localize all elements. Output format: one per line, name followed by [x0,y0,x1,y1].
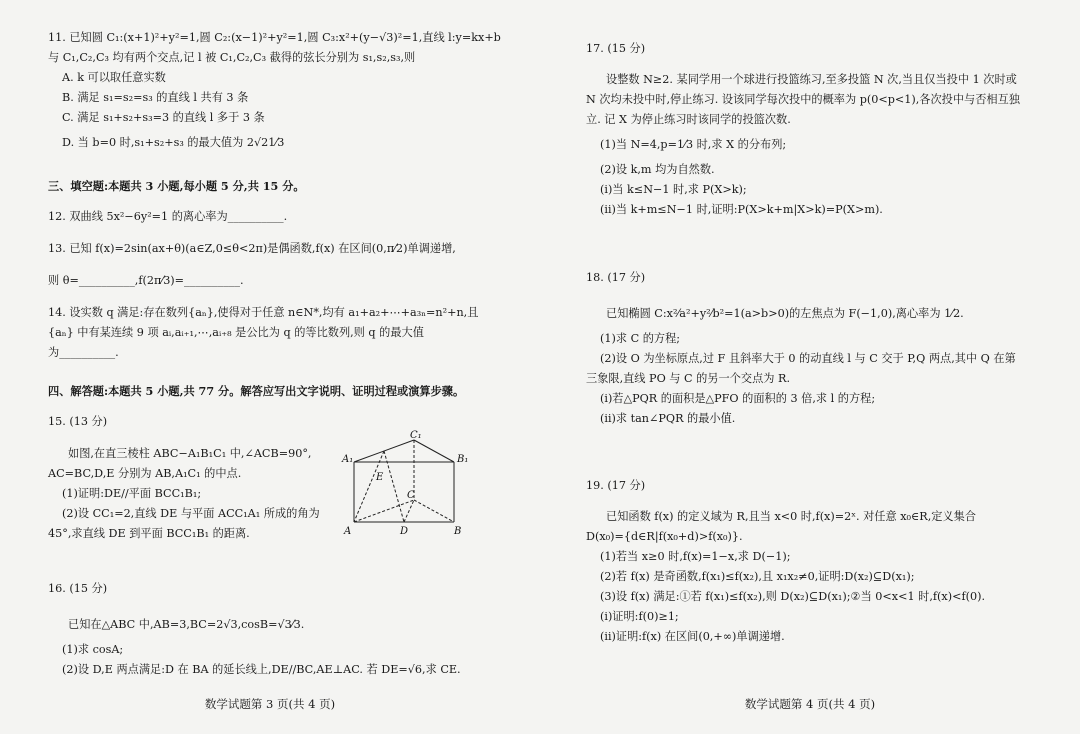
q14-line-3: 为__________. [48,346,119,360]
question-17 [586,39,1040,220]
q19-part-1: (1)若当 x≥0 时,f(x)=1−x,求 D(−1); [600,550,791,564]
q18-sub-1: (ⅰ)若△PQR 的面积是△PFO 的面积的 3 倍,求 l 的方程; [600,391,876,405]
q17-sub-1: (ⅰ)当 k≤N−1 时,求 P(X>k); [600,183,747,197]
q19-heading: 19. (17 分) [586,478,646,492]
question-12: 12. 双曲线 5x²−6y²=1 的离心率为__________. [48,210,288,224]
q14-line-1: 14. 设实数 q 满足:存在数列{aₙ},使得对于任意 n∈N*,均有 a₁+a₂+⋯+a₃ₙ=n²+n,且 [48,306,479,320]
question-15 [48,412,518,543]
q11-stem-2: 与 C₁,C₂,C₃ 均有两个交点,记 l 被 C₁,C₂,C₃ 截得的弦长分别为 s₁,s₂,s₃,则 [48,51,416,64]
question-18 [586,268,1040,429]
q19-part-2: (2)若 f(x) 是奇函数,f(x₁)≤f(x₂),且 x₁x₂≠0,证明:D(x₂)⊆D(x₁); [600,570,915,584]
question-11 [48,28,518,158]
q17-part-2: (2)设 k,m 均为自然数. [600,163,715,177]
q19-sub-2: (ⅱ)证明:f(x) 在区间(0,+∞)单调递增. [600,630,785,644]
label-d: D [400,526,409,538]
section-3-heading: 三、填空题:本题共 3 小题,每小题 5 分,共 15 分。 [48,179,305,193]
q14-line-2: {aₙ} 中有某连续 9 项 aᵢ,aᵢ₊₁,⋯,aᵢ₊₈ 是公比为 q 的等比数列,则 q 的最大值 [48,326,424,340]
q17-line-1: 设整数 N≥2. 某同学用一个球进行投篮练习,至多投篮 N 次,当且仅当投中 1 次时或 [606,73,1017,87]
q15-heading: 15. (13 分) [48,415,108,429]
q17-sub-2: (ⅱ)当 k+m≤N−1 时,证明:P(X>k+m|X>k)=P(X>m). [600,203,883,217]
q19-line-2: D(x₀)={d∈R|f(x₀+d)>f(x₀)}. [586,530,743,544]
q18-part-1: (1)求 C 的方程; [600,331,681,345]
question-16 [48,579,518,680]
label-a: A [344,526,352,538]
q11-option-b: B. 满足 s₁=s₂=s₃ 的直线 l 共有 3 条 [62,91,249,104]
q17-heading: 17. (15 分) [586,42,646,56]
label-b: B [454,526,462,538]
q17-line-2: N 次均未投中时,停止练习. 设该同学每次投中的概率为 p(0<p<1),各次投中与否相互独 [586,93,1020,107]
q18-sub-2: (ⅱ)求 tan∠PQR 的最小值. [600,411,736,425]
q13-line-1: 13. 已知 f(x)=2sin(ax+θ)(a∈Z,0≤θ<2π)是偶函数,f(x) 在区间(0,π⁄2)单调递增, [48,242,456,256]
q19-sub-1: (ⅰ)证明:f(0)≥1; [600,610,679,624]
q16-line-1: 已知在△ABC 中,AB=3,BC=2√3,cosB=√3⁄3. [68,617,305,631]
page-footer-right: 数学试题第 4 页(共 4 页) [744,697,876,711]
label-c1: C₁ [410,430,422,442]
prism-figure [344,432,514,542]
q16-part-2: (2)设 D,E 两点满足:D 在 BA 的延长线上,DE//BC,AE⊥AC. 若 DE=√6,求 CE. [62,662,461,676]
q18-part-2b: 三象限,直线 PO 与 C 的另一个交点为 R. [586,371,791,385]
q18-line-1: 已知椭圆 C:x²⁄a²+y²⁄b²=1(a>b>0)的左焦点为 F(−1,0),离心率为 1⁄2. [606,306,964,320]
label-c: C [407,490,415,502]
exam-page-4 [540,0,1080,734]
label-a1: A₁ [342,454,354,466]
q11-option-c: C. 满足 s₁+s₂+s₃=3 的直线 l 多于 3 条 [62,111,265,124]
q17-part-1: (1)当 N=4,p=1⁄3 时,求 X 的分布列; [600,138,787,152]
q17-line-3: 立. 记 X 为停止练习时该同学的投篮次数. [586,113,791,127]
question-19 [586,476,1040,647]
q11-stem-1: 11. 已知圆 C₁:(x+1)²+y²=1,圆 C₂:(x−1)²+y²=1,圆 C₃:x²+(y−√3)²=1,直线 l:y=kx+b [48,31,501,44]
q18-heading: 18. (17 分) [586,270,646,284]
q15-part-1: (1)证明:DE//平面 BCC₁B₁; [62,486,202,500]
q19-part-3: (3)设 f(x) 满足:①若 f(x₁)≤f(x₂),则 D(x₂)⊆D(x₁);②当 0<x<1 时,f(x)<f(0). [600,590,985,604]
q13-line-2: 则 θ=__________,f(2π⁄3)=__________. [48,274,244,288]
page-footer-left: 数学试题第 3 页(共 4 页) [204,697,336,711]
q16-part-1: (1)求 cosA; [62,642,124,656]
q18-part-2a: (2)设 O 为坐标原点,过 F 且斜率大于 0 的动直线 l 与 C 交于 P,Q 两点,其中 Q 在第 [600,351,1016,365]
q16-heading: 16. (15 分) [48,581,108,595]
label-e: E [376,472,384,484]
label-b1: B₁ [457,454,469,466]
q11-option-a: A. k 可以取任意实数 [62,71,166,84]
q15-part-2b: 45°,求直线 DE 到平面 BCC₁B₁ 的距离. [48,526,250,540]
q11-option-d: D. 当 b=0 时,s₁+s₂+s₃ 的最大值为 2√21⁄3 [62,136,285,149]
q15-line-1: 如图,在直三棱柱 ABC−A₁B₁C₁ 中,∠ACB=90°, [68,446,312,460]
q15-line-2: AC=BC,D,E 分别为 AB,A₁C₁ 的中点. [48,466,242,480]
q15-part-2a: (2)设 CC₁=2,直线 DE 与平面 ACC₁A₁ 所成的角为 [62,506,320,520]
q19-line-1: 已知函数 f(x) 的定义域为 R,且当 x<0 时,f(x)=2ˣ. 对任意 x₀∈R,定义集合 [606,510,976,524]
section-4-heading: 四、解答题:本题共 5 小题,共 77 分。解答应写出文字说明、证明过程或演算步骤。 [48,384,465,399]
